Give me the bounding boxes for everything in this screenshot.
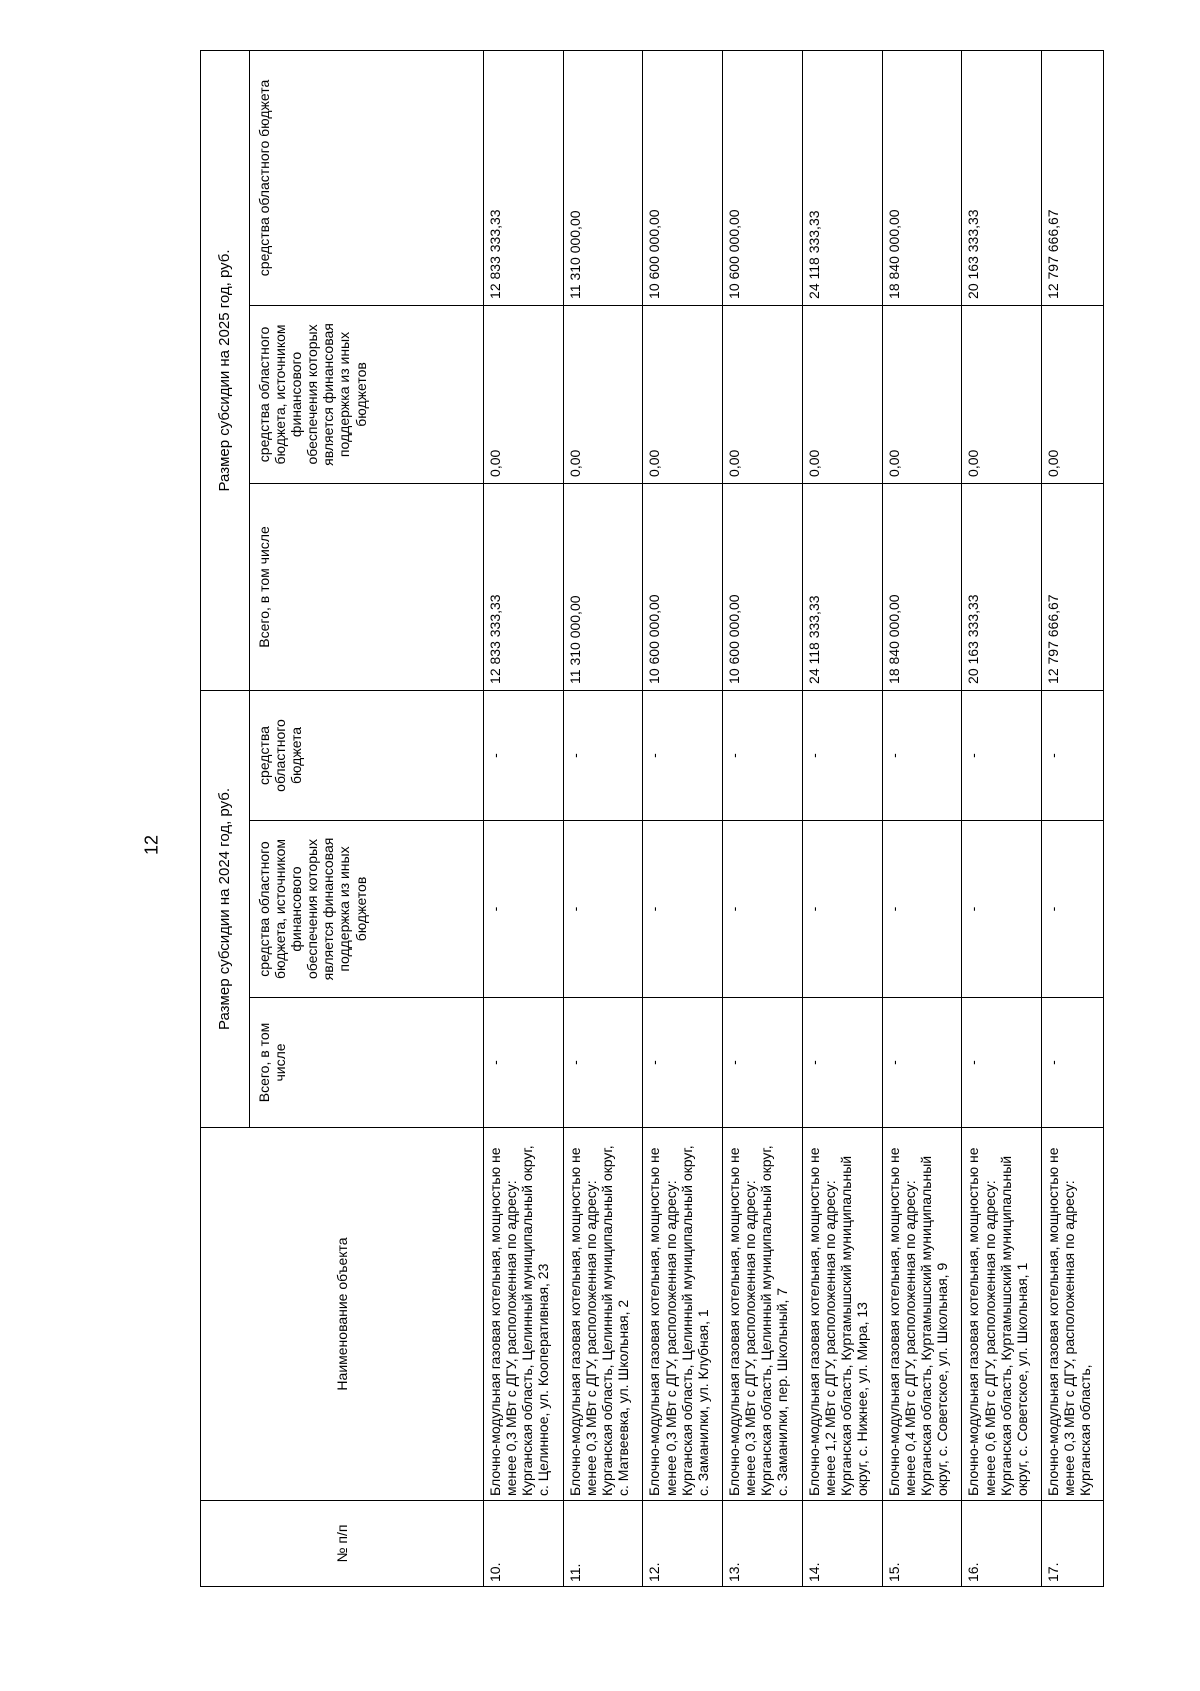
row-name: Блочно-модульная газовая котельная, мощностью не менее 0,6 МВт с ДГУ, расположенная по адресу: Курганская область, Куртамышский муниципальный округ, с. Советское, ул. Школьная, 1 bbox=[962, 1128, 1042, 1501]
row-2025-regional: 12 833 333,33 bbox=[484, 50, 564, 305]
row-name: Блочно-модульная газовая котельная, мощностью не менее 0,3 МВт с ДГУ, расположенная по адресу: Курганская область, Целинный муниципальный округ, с. Заманилки, пер. Школьный, 7 bbox=[723, 1128, 803, 1501]
row-2024-other: - bbox=[484, 821, 564, 998]
row-2024-regional: - bbox=[643, 690, 723, 820]
row-2024-total: - bbox=[484, 998, 564, 1128]
row-2025-other: 0,00 bbox=[563, 305, 643, 483]
row-num: 12. bbox=[643, 1501, 723, 1587]
row-2024-total: - bbox=[962, 998, 1042, 1128]
header-name: Наименование объекта bbox=[201, 1128, 484, 1501]
table-row bbox=[802, 50, 882, 1586]
header-2024-regional: средства областного бюджета bbox=[250, 690, 484, 820]
row-2025-total: 10 600 000,00 bbox=[643, 483, 723, 690]
row-2025-other: 0,00 bbox=[643, 305, 723, 483]
row-2025-other: 0,00 bbox=[802, 305, 882, 483]
row-2024-other: - bbox=[882, 821, 962, 998]
row-name: Блочно-модульная газовая котельная, мощностью не менее 0,3 МВт с ДГУ, расположенная по адресу: Курганская область, Целинный муниципальный округ, с. Целинное, ул. Кооперативная, 23 bbox=[484, 1128, 564, 1501]
row-2024-other: - bbox=[1042, 821, 1104, 998]
row-2025-total: 11 310 000,00 bbox=[563, 483, 643, 690]
row-2024-total: - bbox=[882, 998, 962, 1128]
row-num: 15. bbox=[882, 1501, 962, 1587]
row-2025-regional: 18 840 000,00 bbox=[882, 50, 962, 305]
row-name: Блочно-модульная газовая котельная, мощностью не менее 0,3 МВт с ДГУ, расположенная по адресу: Курганская область, Целинный муниципальный округ, с. Заманилки, ул. Клубная, 1 bbox=[643, 1128, 723, 1501]
rotated-table-wrapper bbox=[200, 51, 1104, 1587]
subsidy-table bbox=[200, 50, 1104, 1587]
row-num: 13. bbox=[723, 1501, 803, 1587]
row-2024-regional: - bbox=[723, 690, 803, 820]
row-2024-regional: - bbox=[1042, 690, 1104, 820]
row-2024-total: - bbox=[563, 998, 643, 1128]
row-2025-other: 0,00 bbox=[1042, 305, 1104, 483]
row-2025-total: 12 833 333,33 bbox=[484, 483, 564, 690]
row-2024-total: - bbox=[723, 998, 803, 1128]
row-num: 11. bbox=[563, 1501, 643, 1587]
row-2024-regional: - bbox=[802, 690, 882, 820]
row-2025-other: 0,00 bbox=[962, 305, 1042, 483]
row-2025-regional: 11 310 000,00 bbox=[563, 50, 643, 305]
row-2025-other: 0,00 bbox=[484, 305, 564, 483]
row-name: Блочно-модульная газовая котельная, мощностью не менее 0,3 МВт с ДГУ, расположенная по адресу: Курганская область, bbox=[1042, 1128, 1104, 1501]
row-num: 16. bbox=[962, 1501, 1042, 1587]
row-2024-other: - bbox=[802, 821, 882, 998]
row-2024-other: - bbox=[643, 821, 723, 998]
row-2024-other: - bbox=[723, 821, 803, 998]
table-row bbox=[1042, 50, 1104, 1586]
row-num: 10. bbox=[484, 1501, 564, 1587]
row-name: Блочно-модульная газовая котельная, мощностью не менее 0,4 МВт с ДГУ, расположенная по адресу: Курганская область, Куртамышский муниципальный округ, с. Советское, ул. Школьная, 9 bbox=[882, 1128, 962, 1501]
header-2025-total: Всего, в том числе bbox=[250, 483, 484, 690]
row-2025-total: 10 600 000,00 bbox=[723, 483, 803, 690]
row-2025-other: 0,00 bbox=[882, 305, 962, 483]
row-2025-total: 24 118 333,33 bbox=[802, 483, 882, 690]
header-2025-regional: средства областного бюджета bbox=[250, 50, 484, 305]
table-row bbox=[643, 50, 723, 1586]
row-name: Блочно-модульная газовая котельная, мощностью не менее 0,3 МВт с ДГУ, расположенная по адресу: Курганская область, Целинный муниципальный округ, с. Матвеевка, ул. Школьная, 2 bbox=[563, 1128, 643, 1501]
row-2024-regional: - bbox=[882, 690, 962, 820]
table-row bbox=[723, 50, 803, 1586]
row-2024-total: - bbox=[802, 998, 882, 1128]
header-2024-total: Всего, в том числе bbox=[250, 998, 484, 1128]
row-2025-regional: 24 118 333,33 bbox=[802, 50, 882, 305]
row-2025-total: 20 163 333,33 bbox=[962, 483, 1042, 690]
row-2025-total: 18 840 000,00 bbox=[882, 483, 962, 690]
row-2024-total: - bbox=[1042, 998, 1104, 1128]
row-name: Блочно-модульная газовая котельная, мощностью не менее 1,2 МВт с ДГУ, расположенная по адресу: Курганская область, Куртамышский муниципальный округ, с. Нижнее, ул. Мира, 13 bbox=[802, 1128, 882, 1501]
row-2025-regional: 10 600 000,00 bbox=[643, 50, 723, 305]
header-2025: Размер субсидии на 2025 год, руб. bbox=[201, 50, 250, 690]
table-row bbox=[962, 50, 1042, 1586]
row-2025-other: 0,00 bbox=[723, 305, 803, 483]
table-row bbox=[484, 50, 564, 1586]
row-2024-other: - bbox=[962, 821, 1042, 998]
row-num: 14. bbox=[802, 1501, 882, 1587]
table-row bbox=[563, 50, 643, 1586]
row-2024-regional: - bbox=[563, 690, 643, 820]
row-2025-regional: 10 600 000,00 bbox=[723, 50, 803, 305]
row-2025-regional: 20 163 333,33 bbox=[962, 50, 1042, 305]
header-2024: Размер субсидии на 2024 год, руб. bbox=[201, 690, 250, 1127]
row-2024-other: - bbox=[563, 821, 643, 998]
table-row bbox=[882, 50, 962, 1586]
header-2025-other: средства областного бюджета, источником финансового обеспечения которых является финансовая поддержка из иных бюджетов bbox=[250, 305, 484, 483]
row-2024-regional: - bbox=[484, 690, 564, 820]
row-2025-regional: 12 797 666,67 bbox=[1042, 50, 1104, 305]
row-2025-total: 12 797 666,67 bbox=[1042, 483, 1104, 690]
header-num: № п/п bbox=[201, 1501, 484, 1587]
header-2024-other: средства областного бюджета, источником финансового обеспечения которых является финансовая поддержка из иных бюджетов bbox=[250, 821, 484, 998]
row-num: 17. bbox=[1042, 1501, 1104, 1587]
page-number: 12 bbox=[141, 834, 162, 856]
row-2024-total: - bbox=[643, 998, 723, 1128]
row-2024-regional: - bbox=[962, 690, 1042, 820]
